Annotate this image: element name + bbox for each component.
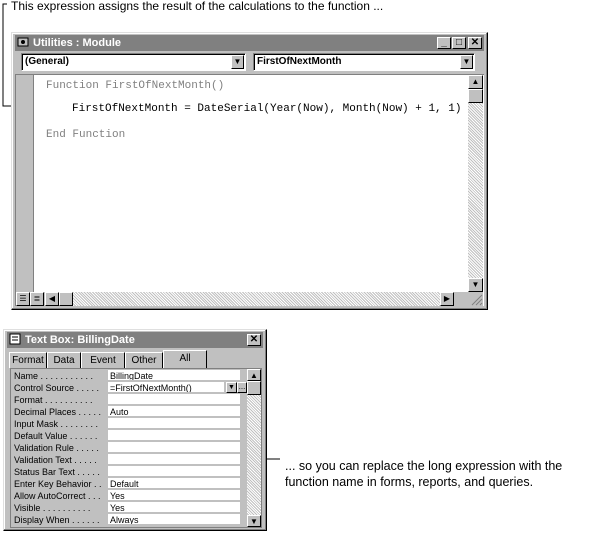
tab-event[interactable]: Event [81, 352, 125, 368]
property-scroll-thumb[interactable] [247, 381, 261, 395]
property-row[interactable] [11, 478, 247, 490]
property-value[interactable]: Yes [108, 490, 240, 501]
property-label: Input Mask . . . . . . . . [14, 419, 99, 429]
property-label: Allow AutoCorrect . . . [14, 491, 101, 501]
margin-indicator-bar [16, 75, 34, 292]
code-line-3: End Function [46, 129, 126, 141]
code-pane[interactable] [15, 74, 484, 306]
property-value[interactable]: BillingDate [108, 370, 240, 381]
property-value[interactable]: =FirstOfNextMonth() [108, 382, 224, 393]
property-row[interactable] [11, 406, 247, 418]
property-tabs [7, 350, 263, 367]
scroll-up-icon[interactable]: ▲ [468, 75, 483, 89]
procedure-combo[interactable] [253, 53, 475, 71]
property-label: Validation Rule . . . . . [14, 443, 99, 453]
property-value[interactable] [108, 442, 240, 453]
property-grid [10, 368, 262, 528]
property-value[interactable]: Auto [108, 406, 240, 417]
code-line-2: FirstOfNextMonth = DateSerial(Year(Now), Month(Now) + 1, 1) [72, 103, 462, 115]
property-label: Default Value . . . . . . [14, 431, 98, 441]
full-module-view-icon[interactable]: ≣ [30, 292, 44, 306]
property-sheet-close-button[interactable]: ✕ [247, 334, 261, 346]
property-row[interactable] [11, 382, 247, 394]
tab-other[interactable]: Other [125, 352, 163, 368]
property-sheet-title: Text Box: BillingDate [25, 334, 135, 346]
close-button[interactable]: ✕ [468, 37, 482, 49]
module-titlebar[interactable] [15, 35, 484, 51]
maximize-button[interactable]: □ [452, 37, 466, 49]
procedure-combo-dropdown-icon[interactable]: ▼ [460, 55, 473, 69]
property-row[interactable] [11, 430, 247, 442]
build-button[interactable]: ... [238, 382, 246, 391]
procedure-view-icon[interactable]: ☰ [16, 292, 30, 306]
property-sheet-icon [9, 333, 21, 345]
scroll-thumb[interactable] [468, 89, 483, 103]
property-scroll-up-icon[interactable]: ▲ [247, 369, 261, 381]
module-title: Utilities : Module [33, 37, 121, 49]
property-label: Enter Key Behavior . . [14, 479, 102, 489]
property-label: Decimal Places . . . . . [14, 407, 102, 417]
horizontal-scrollbar[interactable] [45, 292, 454, 306]
callout-right-line1: ... so you can replace the long expression with the [285, 459, 563, 473]
property-scrollbar[interactable] [247, 369, 261, 527]
object-combo-value: (General) [25, 56, 69, 67]
property-label: Validation Text . . . . . [14, 455, 97, 465]
property-row[interactable] [11, 418, 247, 430]
module-icon [17, 36, 29, 48]
callout-right-line2: function name in forms, reports, and queries. [285, 475, 534, 489]
scroll-left-icon[interactable]: ◀ [45, 292, 59, 306]
module-window [11, 32, 488, 310]
property-value[interactable] [108, 394, 240, 405]
object-combo-dropdown-icon[interactable]: ▼ [231, 55, 244, 69]
tab-all[interactable]: All [163, 350, 207, 368]
bottom-bar [16, 292, 483, 306]
property-label: Visible . . . . . . . . . . [14, 503, 91, 513]
property-scroll-down-icon[interactable]: ▼ [247, 515, 261, 527]
property-value[interactable]: Yes [108, 502, 240, 513]
tab-format[interactable]: Format [9, 352, 47, 368]
property-row[interactable] [11, 370, 247, 382]
property-label: Control Source . . . . . [14, 383, 100, 393]
property-value[interactable] [108, 418, 240, 429]
property-sheet-titlebar[interactable] [7, 332, 263, 348]
scroll-right-icon[interactable]: ▶ [440, 292, 454, 306]
property-row[interactable] [11, 442, 247, 454]
property-value[interactable] [108, 466, 240, 477]
property-label: Format . . . . . . . . . . [14, 395, 93, 405]
property-label: Name . . . . . . . . . . . [14, 371, 94, 381]
property-row[interactable] [11, 454, 247, 466]
hscroll-thumb[interactable] [59, 292, 73, 306]
vertical-scrollbar[interactable] [468, 75, 483, 292]
property-value[interactable]: Always [108, 514, 240, 525]
code-line-1: Function FirstOfNextMonth() [46, 80, 225, 92]
minimize-button[interactable]: _ [437, 37, 451, 49]
property-row[interactable] [11, 502, 247, 514]
property-label: Status Bar Text . . . . . [14, 467, 100, 477]
property-row[interactable] [11, 466, 247, 478]
property-row[interactable] [11, 490, 247, 502]
property-value[interactable] [108, 430, 240, 441]
scroll-down-icon[interactable]: ▼ [468, 278, 483, 292]
property-sheet-window [3, 329, 267, 531]
property-label: Display When . . . . . . [14, 515, 100, 525]
property-value[interactable]: Default [108, 478, 240, 489]
callout-top: This expression assigns the result of the calculations to the function ... [11, 0, 384, 13]
size-grip-icon[interactable] [468, 292, 483, 306]
property-row[interactable] [11, 514, 247, 526]
procedure-combo-value: FirstOfNextMonth [257, 56, 342, 67]
property-rows [11, 370, 247, 527]
property-value[interactable] [108, 454, 240, 465]
property-row[interactable] [11, 394, 247, 406]
tab-data[interactable]: Data [47, 352, 81, 368]
control-source-dropdown-icon[interactable]: ▼ [226, 382, 237, 393]
object-combo[interactable] [21, 53, 246, 71]
